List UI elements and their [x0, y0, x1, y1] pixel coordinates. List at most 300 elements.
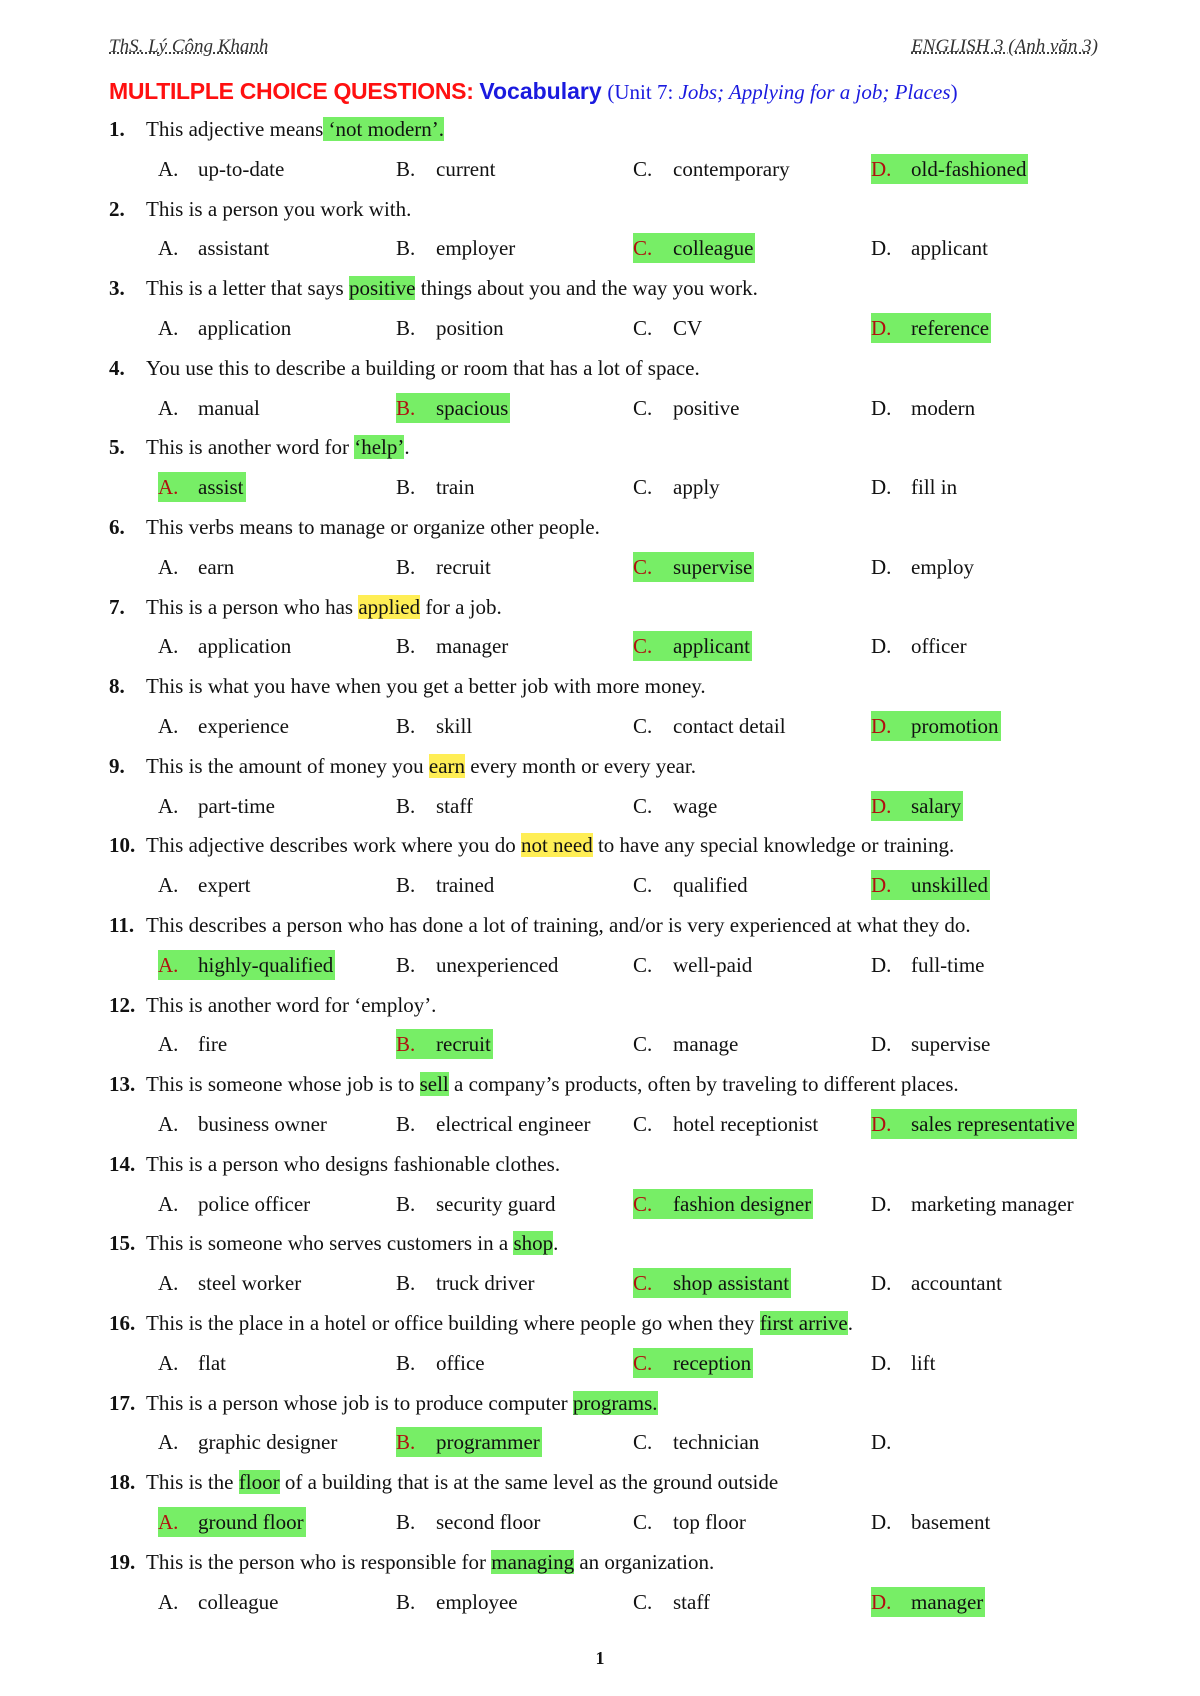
option[interactable] [871, 631, 967, 661]
option[interactable] [871, 233, 988, 263]
option-text: wage [673, 793, 718, 818]
title-main: MULTILPLE CHOICE QUESTIONS: [109, 78, 474, 104]
option-letter: A. [158, 634, 179, 659]
highlighted-keyword: shop [513, 1231, 554, 1256]
option-letter: B. [396, 475, 416, 500]
option[interactable] [158, 233, 269, 263]
question-number: 16. [109, 1311, 136, 1335]
option-text: applicant [673, 634, 750, 659]
question-number: 13. [109, 1072, 136, 1097]
option-correct[interactable] [396, 1427, 542, 1457]
option-text: marketing manager [911, 1191, 1074, 1216]
option-text: manager [436, 634, 509, 659]
question-text [146, 114, 444, 144]
option[interactable] [396, 791, 473, 821]
question-text-segment: This is a person who designs fashionable clothes. [146, 1151, 561, 1176]
question-number: 10. [109, 833, 136, 858]
option-text: employer [436, 236, 516, 261]
question-text [146, 1467, 778, 1497]
option-text: well-paid [673, 952, 753, 977]
question-text-segment: This verbs means to manage or organize other people. [146, 515, 600, 539]
question-number: 15. [109, 1231, 136, 1256]
option[interactable] [158, 1189, 310, 1219]
option-letter: B. [396, 793, 416, 818]
option-text: assistant [198, 236, 270, 261]
option-text: fill in [911, 475, 958, 500]
option-letter: A. [158, 1350, 179, 1375]
option-text: steel worker [198, 1271, 302, 1296]
question-number: 12. [109, 992, 136, 1017]
option-letter: B. [396, 1350, 416, 1375]
option[interactable] [633, 1029, 738, 1059]
header-author: ThS. Lý Công Khanh [109, 36, 269, 57]
option[interactable] [396, 1268, 535, 1298]
option-text: truck driver [436, 1271, 535, 1296]
option-letter: A. [158, 1191, 179, 1216]
option-letter: A. [158, 714, 179, 738]
question-text [146, 671, 706, 701]
option-letter: D. [871, 395, 892, 420]
option-letter: C. [633, 1510, 653, 1534]
option[interactable] [158, 1587, 278, 1617]
title-unit [607, 80, 957, 104]
option[interactable] [158, 552, 234, 582]
option[interactable] [396, 154, 495, 184]
option-text: full-time [911, 952, 985, 977]
question-text [146, 194, 411, 224]
question-number: 18. [109, 1470, 136, 1495]
option[interactable] [396, 472, 474, 502]
option-letter: D. [871, 1191, 892, 1216]
question-text [146, 830, 954, 860]
option[interactable] [633, 791, 717, 821]
option[interactable] [158, 711, 289, 741]
option-letter: B. [396, 156, 416, 181]
question-text [146, 273, 758, 303]
option[interactable] [158, 154, 284, 184]
question-number: 6. [109, 515, 125, 539]
option[interactable] [633, 313, 702, 343]
highlighted-keyword: ‘help’ [354, 435, 405, 460]
option-letter: B. [396, 236, 416, 261]
option-letter: A. [158, 1271, 179, 1296]
highlighted-keyword: earn [428, 753, 466, 778]
highlighted-keyword: sell [419, 1072, 449, 1097]
highlighted-keyword: managing [491, 1549, 575, 1574]
question-number: 19. [109, 1549, 136, 1574]
option-letter: D. [871, 634, 892, 659]
question-text-segment: This is another word for ‘employ’. [146, 992, 437, 1017]
option-text: electrical engineer [436, 1112, 591, 1136]
question-text [146, 1547, 714, 1577]
option-text: apply [673, 475, 720, 500]
option-text: lift [911, 1350, 936, 1375]
option-letter: C. [633, 1589, 653, 1614]
question-text-segment: This is the place in a hotel or office building where people go when they [146, 1311, 760, 1335]
option-text: second floor [436, 1510, 541, 1534]
option-text: earn [198, 554, 235, 579]
question-text [146, 432, 410, 462]
option-letter: B. [396, 873, 416, 898]
option-text: trained [436, 873, 495, 898]
highlighted-keyword: applied [358, 594, 421, 619]
question-text [146, 1308, 853, 1338]
question-text-segment: things about you and the way you work. [415, 276, 758, 301]
option[interactable] [396, 1587, 518, 1617]
option-letter: D. [871, 156, 892, 181]
option-text: application [198, 316, 292, 340]
option-letter: C. [633, 1271, 653, 1296]
option-letter: C. [633, 1430, 653, 1455]
option-letter: B. [396, 1510, 416, 1534]
option-letter: C. [633, 1112, 653, 1136]
question-text-segment: This is a letter that says [146, 276, 349, 301]
option-text: officer [911, 634, 967, 659]
option[interactable] [633, 393, 740, 423]
option-letter: B. [396, 952, 416, 977]
option-text: supervise [911, 1032, 991, 1057]
option-text: security guard [436, 1191, 556, 1216]
option-letter: D. [871, 554, 892, 579]
question-text-segment: This is another word for [146, 435, 355, 460]
unit-close: ) [950, 80, 958, 104]
option-letter: A. [158, 952, 179, 977]
question-text-segment: This adjective describes work where you do [146, 833, 521, 858]
option-letter: B. [396, 714, 416, 738]
option-text: graphic designer [198, 1430, 338, 1455]
option-letter: C. [633, 554, 653, 579]
option-correct[interactable] [396, 393, 510, 423]
question-text-segment: This is a person who has [146, 594, 359, 619]
option-letter: D. [871, 1430, 892, 1455]
question-text [146, 1228, 558, 1258]
option-text: manual [198, 395, 260, 420]
question-text-segment: This is the person who is responsible for [146, 1549, 492, 1574]
option-correct[interactable] [871, 791, 963, 821]
question-text-segment: . [404, 435, 410, 460]
option[interactable] [871, 1029, 990, 1059]
option[interactable] [871, 1189, 1074, 1219]
option-text: CV [673, 316, 703, 340]
option[interactable] [633, 1507, 746, 1537]
option-text: recruit [436, 554, 491, 579]
option-text: unskilled [911, 873, 988, 898]
option-text: modern [911, 395, 976, 420]
option[interactable] [396, 233, 515, 263]
option[interactable] [871, 1348, 936, 1378]
option-text: accountant [911, 1271, 1002, 1296]
option[interactable] [396, 552, 491, 582]
option-letter: C. [633, 873, 653, 898]
option-letter: C. [633, 395, 653, 420]
option-text: assist [198, 475, 244, 500]
question-text-segment: . [553, 1231, 559, 1256]
option-letter: D. [871, 236, 892, 261]
question-number: 17. [109, 1390, 136, 1415]
option-correct[interactable] [158, 472, 246, 502]
option-letter: A. [158, 475, 179, 500]
option-text: hotel receptionist [673, 1112, 819, 1136]
option[interactable] [158, 1348, 226, 1378]
option-letter: B. [396, 1032, 416, 1057]
highlighted-keyword: positive [348, 276, 416, 301]
option-text: shop assistant [673, 1271, 790, 1296]
question-text [146, 1388, 658, 1418]
option-letter: D. [871, 714, 892, 738]
option-correct[interactable] [871, 870, 990, 900]
option-text: flat [198, 1350, 226, 1375]
option-text: staff [436, 793, 473, 818]
option-text: promotion [911, 714, 999, 738]
option[interactable] [633, 472, 720, 502]
option-text: skill [436, 714, 473, 738]
option-letter: C. [633, 316, 653, 340]
option-correct[interactable] [871, 154, 1028, 184]
option-text: spacious [436, 395, 509, 420]
option-correct[interactable] [158, 950, 335, 980]
option-text: colleague [198, 1589, 279, 1614]
question-text [146, 1149, 560, 1179]
question-text-segment: You use this to describe a building or room that has a lot of space. [146, 355, 700, 380]
option[interactable] [158, 313, 291, 343]
option-letter: C. [633, 1032, 653, 1057]
option[interactable] [633, 950, 752, 980]
unit-topics: Jobs; Applying for a job; Places [678, 80, 951, 104]
option-letter: B. [396, 1589, 416, 1614]
option-letter: A. [158, 1589, 179, 1614]
question-text-segment: This is a person whose job is to produce computer [146, 1390, 573, 1415]
option-correct[interactable] [633, 552, 754, 582]
question-number: 8. [109, 674, 125, 699]
option-correct[interactable] [633, 1348, 753, 1378]
option-letter: A. [158, 316, 179, 340]
option[interactable] [633, 1427, 759, 1457]
option[interactable] [158, 791, 275, 821]
option-letter: C. [633, 793, 653, 818]
option-text: reference [911, 316, 990, 340]
question-number: 14. [109, 1151, 136, 1176]
question-text-segment: This is the amount of money you [146, 753, 429, 778]
option-text: highly-qualified [198, 952, 334, 977]
option-correct[interactable] [633, 631, 752, 661]
option[interactable] [396, 870, 494, 900]
option[interactable] [396, 1109, 590, 1139]
question-number: 4. [109, 355, 125, 380]
header-course: ENGLISH 3 (Anh văn 3) [911, 36, 1098, 57]
option-text: staff [673, 1589, 710, 1614]
option-letter: B. [396, 1112, 416, 1136]
option[interactable] [871, 472, 957, 502]
option[interactable] [633, 1109, 818, 1139]
option-text: positive [673, 395, 740, 420]
option[interactable] [871, 552, 974, 582]
option-text: part-time [198, 793, 275, 818]
option-letter: A. [158, 156, 179, 181]
option-text: fashion designer [673, 1191, 812, 1216]
page-title [109, 78, 958, 105]
question-text-segment: . [847, 1311, 853, 1335]
option-correct[interactable] [871, 1109, 1077, 1139]
question-number: 5. [109, 435, 125, 460]
option-text: applicant [911, 236, 988, 261]
option-text: application [198, 634, 292, 659]
option-letter: D. [871, 1589, 892, 1614]
highlighted-keyword: programs. [572, 1390, 658, 1415]
option[interactable] [871, 1507, 990, 1537]
option-correct[interactable] [633, 1189, 813, 1219]
question-number: 9. [109, 753, 125, 778]
option-letter: C. [633, 952, 653, 977]
option-text: contemporary [673, 156, 790, 181]
option-text: qualified [673, 873, 748, 898]
option-text: ground floor [198, 1510, 304, 1534]
option[interactable] [871, 393, 975, 423]
option-letter: A. [158, 395, 179, 420]
option-letter: A. [158, 1510, 179, 1534]
option-letter: C. [633, 475, 653, 500]
option-text: employ [911, 554, 974, 579]
question-text [146, 990, 436, 1020]
option-correct[interactable] [871, 1587, 985, 1617]
option-text: sales representative [911, 1112, 1075, 1136]
question-text-segment: This is someone who serves customers in a [146, 1231, 514, 1256]
question-number: 7. [109, 594, 125, 619]
option-letter: C. [633, 1350, 653, 1375]
option[interactable] [158, 1268, 301, 1298]
option-text: technician [673, 1430, 760, 1455]
option-letter: D. [871, 793, 892, 818]
option[interactable] [158, 1109, 327, 1139]
option-letter: B. [396, 554, 416, 579]
title-topic: Vocabulary [479, 78, 602, 104]
option-letter: D. [871, 316, 892, 340]
option-letter: D. [871, 1271, 892, 1296]
option-correct[interactable] [633, 1268, 791, 1298]
option-letter: C. [633, 156, 653, 181]
option[interactable] [396, 631, 508, 661]
option-text: manager [911, 1589, 984, 1614]
option-text: experience [198, 714, 289, 738]
option-text: train [436, 475, 475, 500]
question-text-segment: a company’s products, often by traveling to different places. [448, 1072, 959, 1097]
option-letter: B. [396, 1271, 416, 1296]
option-text: supervise [673, 554, 753, 579]
question-text [146, 353, 700, 383]
option-text: reception [673, 1350, 752, 1375]
question-text-segment: This adjective means [146, 117, 324, 141]
option-letter: B. [396, 1430, 416, 1455]
highlighted-keyword: not need [520, 833, 593, 858]
option[interactable] [396, 1189, 556, 1219]
question-text-segment: This describes a person who has done a lot of training, and/or is very experienced at what they do. [146, 913, 971, 937]
option-text: current [436, 156, 496, 181]
option-letter: B. [396, 316, 416, 340]
question-text-segment: to have any special knowledge or training. [592, 833, 955, 858]
option-text: expert [198, 873, 251, 898]
option[interactable] [633, 154, 790, 184]
option-text: basement [911, 1510, 991, 1534]
question-text [146, 592, 502, 622]
question-text-segment: This is what you have when you get a better job with more money. [146, 674, 706, 699]
option[interactable] [633, 870, 748, 900]
option-correct[interactable] [396, 1029, 493, 1059]
option[interactable] [633, 1587, 710, 1617]
option[interactable] [871, 950, 984, 980]
option-text: colleague [673, 236, 754, 261]
question-text-segment: every month or every year. [465, 753, 696, 778]
option[interactable] [396, 1348, 485, 1378]
option-text: manage [673, 1032, 739, 1057]
question-number: 3. [109, 276, 125, 301]
option-text: recruit [436, 1032, 491, 1057]
option-letter: A. [158, 1032, 179, 1057]
option-letter: D. [871, 1112, 892, 1136]
option-text: programmer [436, 1430, 540, 1455]
option-text: position [436, 316, 504, 340]
highlighted-keyword: first arrive [759, 1311, 848, 1335]
option-letter: D. [871, 1510, 892, 1534]
option[interactable] [158, 1029, 227, 1059]
option-text: unexperienced [436, 952, 559, 977]
question-text-segment: of a building that is at the same level as the ground outside [279, 1470, 779, 1495]
question-text [146, 1069, 959, 1099]
option[interactable] [158, 870, 250, 900]
question-text-segment: This is the [146, 1470, 239, 1495]
option-letter: C. [633, 1191, 653, 1216]
option-text: up-to-date [198, 156, 285, 181]
option[interactable] [158, 393, 260, 423]
option-letter: B. [396, 1191, 416, 1216]
option-text: employee [436, 1589, 518, 1614]
option-letter: C. [633, 714, 653, 738]
option-letter: A. [158, 1430, 179, 1455]
option-text: contact detail [673, 714, 786, 738]
highlighted-keyword: ‘not modern’. [323, 117, 445, 141]
option-letter: C. [633, 236, 653, 261]
option[interactable] [158, 1427, 337, 1457]
question-text-segment: This is a person you work with. [146, 196, 412, 221]
question-text-segment: This is someone whose job is to [146, 1072, 420, 1097]
option-letter: C. [633, 634, 653, 659]
unit-label: (Unit 7: [607, 80, 679, 104]
option-letter: A. [158, 554, 179, 579]
option[interactable] [396, 711, 472, 741]
option-letter: B. [396, 634, 416, 659]
option[interactable] [396, 313, 504, 343]
option[interactable] [396, 950, 558, 980]
option[interactable] [633, 711, 786, 741]
highlighted-keyword: floor [238, 1470, 280, 1495]
option-text: top floor [673, 1510, 746, 1534]
option[interactable] [871, 1427, 911, 1457]
option-correct[interactable] [871, 313, 991, 343]
option-text: business owner [198, 1112, 327, 1136]
option-text: fire [198, 1032, 228, 1057]
question-number: 1. [109, 117, 125, 141]
option[interactable] [396, 1507, 540, 1537]
question-text [146, 910, 971, 940]
option-letter: D. [871, 475, 892, 500]
option-text: police officer [198, 1191, 311, 1216]
option-letter: A. [158, 793, 179, 818]
option-correct[interactable] [633, 233, 755, 263]
option-correct[interactable] [871, 711, 1001, 741]
option[interactable] [158, 631, 291, 661]
option[interactable] [871, 1268, 1002, 1298]
option-text: salary [911, 793, 962, 818]
option-letter: D. [871, 1032, 892, 1057]
option-correct[interactable] [158, 1507, 306, 1537]
